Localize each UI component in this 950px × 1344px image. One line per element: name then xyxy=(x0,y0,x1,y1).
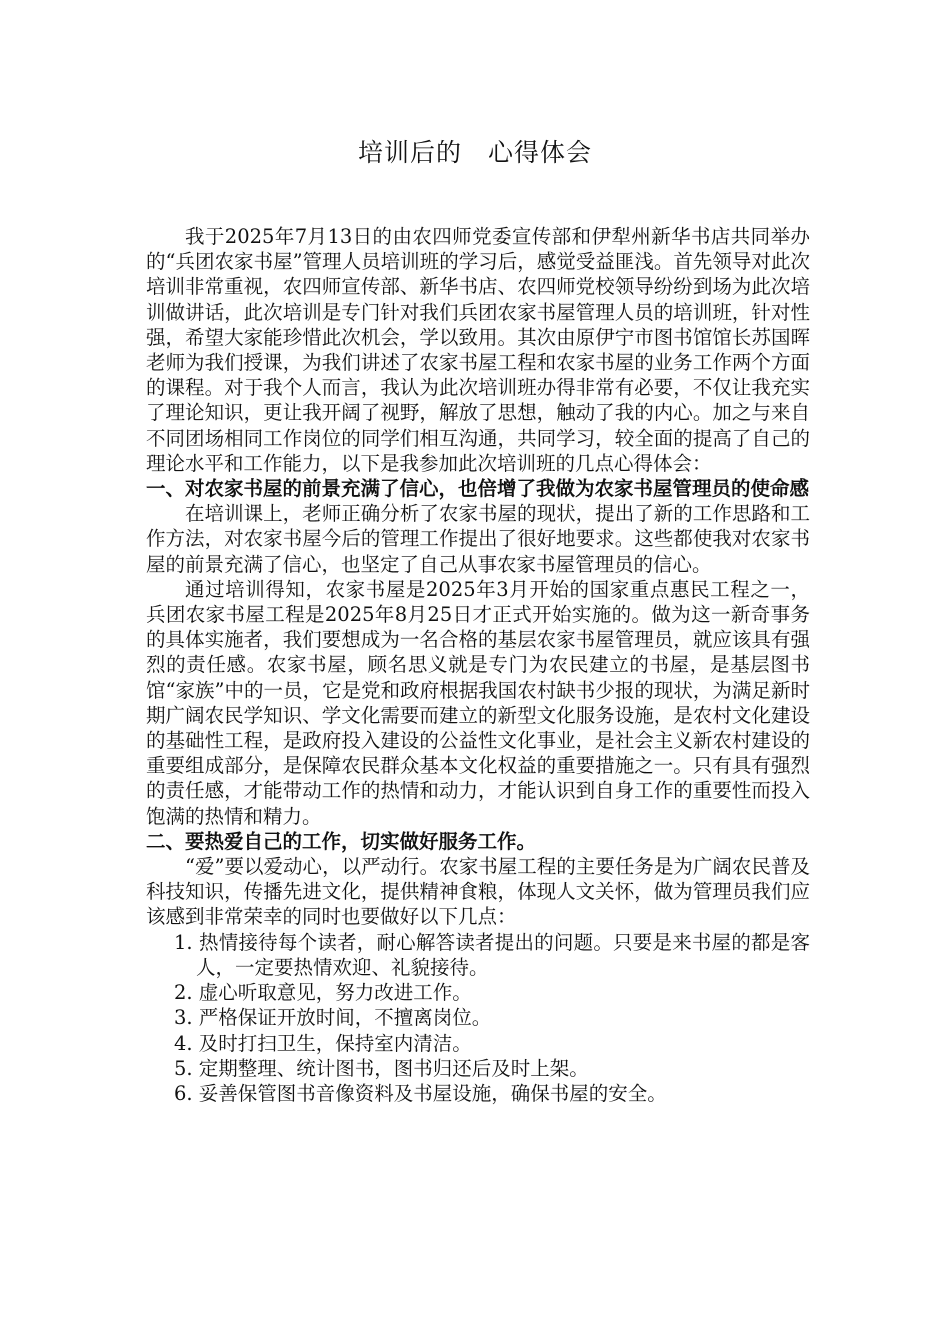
intro-paragraph: 我于2025年7月13日的由农四师党委宣传部和伊犁州新华书店共同举办的“兵团农家书屋”管理人员培训班的学习后，感觉受益匪浅。首先领导对此次培训非常重视，农四师宣传部、新华书店、农四师党校领导纷纷到场为此次培训做讲话，此次培训是专门针对我们兵团农家书屋管理人员的培训班，针对性强，希望大家能珍惜此次机会，学以致用。其次由原伊宁市图书馆馆长苏国晖老师为我们授课，为我们讲述了农家书屋工程和农家书屋的业务工作两个方面的课程。对于我个人而言，我认为此次培训班办得非常有必要，不仅让我充实了理论知识，更让我开阔了视野，解放了思想，触动了我的内心。加之与来自不同团场相同工作岗位的同学们相互沟通，共同学习，较全面的提高了自己的理论水平和工作能力，以下是我参加此次培训班的几点心得体会： xyxy=(146,225,810,475)
section-1-paragraph-2: 通过培训得知，农家书屋是2025年3月开始的国家重点惠民工程之一，兵团农家书屋工程是2025年8月25日才正式开始实施的。做为这一新奇事务的具体实施者，我们要想成为一名合格的基层农家书屋管理员，就应该具有强烈的责任感。农家书屋，顾名思义就是专门为农民建立的书屋，是基层图书馆“家族”中的一员，它是党和政府根据我国农村缺书少报的现状，为满足新时期广阔农民学知识、学文化需要而建立的新型文化服务设施，是农村文化建设的基础性工程，是政府投入建设的公益性文化事业，是社会主义新农村建设的重要组成部分，是保障农民群众基本文化权益的重要措施之一。只有具有强烈的责任感，才能带动工作的热情和动力，才能认识到自身工作的重要性而投入饱满的热情和精力。 xyxy=(146,577,810,828)
list-item: 1. 热情接待每个读者，耐心解答读者提出的问题。只要是来书屋的都是客人，一定要热情欢迎、礼貌接待。 xyxy=(174,930,810,979)
service-list xyxy=(146,930,810,1106)
list-item: 2. 虚心听取意见，努力改进工作。 xyxy=(174,981,472,1005)
list-item: 5. 定期整理、统计图书，图书归还后及时上架。 xyxy=(174,1056,589,1080)
section-1-heading: 一、对农家书屋的前景充满了信心，也倍增了我做为农家书屋管理员的使命感 xyxy=(146,477,810,501)
section-1-paragraph-1: 在培训课上，老师正确分析了农家书屋的现状，提出了新的工作思路和工作方法，对农家书屋今后的管理工作提出了很好地要求。这些都使我对农家书屋的前景充满了信心，也坚定了自己从事农家书屋管理员的信心。 xyxy=(146,502,810,576)
document-body xyxy=(146,224,810,1106)
section-2-heading: 二、要热爱自己的工作，切实做好服务工作。 xyxy=(146,829,537,853)
list-item: 4. 及时打扫卫生，保持室内清洁。 xyxy=(174,1031,472,1055)
list-item: 3. 严格保证开放时间，不擅离岗位。 xyxy=(174,1006,492,1030)
page-title: 培训后的 心得体会 xyxy=(357,138,592,167)
section-2-paragraph-1: “爱”要以爱动心，以严动行。农家书屋工程的主要任务是为广阔农民普及科技知识，传播先进文化，提供精神食粮，体现人文关怀，做为管理员我们应该感到非常荣幸的同时也要做好以下几点： xyxy=(146,855,810,929)
list-item: 6. 妥善保管图书音像资料及书屋设施，确保书屋的安全。 xyxy=(174,1081,667,1105)
